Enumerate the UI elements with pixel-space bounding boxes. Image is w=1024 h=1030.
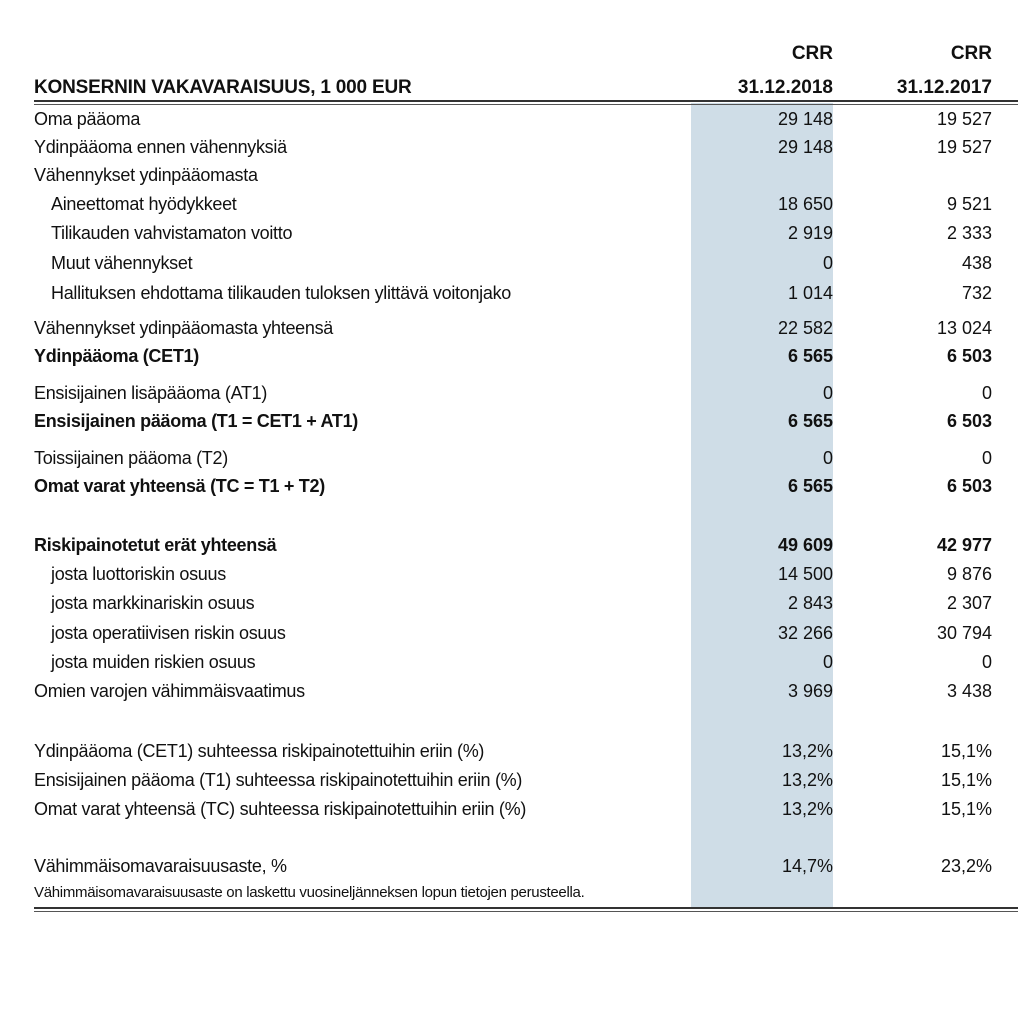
value-2017: 30 794 bbox=[936, 623, 992, 643]
value-2018: 6 565 bbox=[787, 411, 833, 431]
value-2018: 18 650 bbox=[777, 194, 833, 214]
value-2018: 32 266 bbox=[777, 623, 833, 643]
value-2017: 732 bbox=[961, 283, 992, 303]
table-row bbox=[34, 767, 994, 795]
row-label: Vähennykset ydinpääomasta bbox=[34, 165, 258, 185]
value-2018: 2 919 bbox=[787, 223, 833, 243]
value-2018: 6 565 bbox=[787, 476, 833, 496]
row-label: josta luottoriskin osuus bbox=[51, 564, 226, 584]
table-title: KONSERNIN VAKAVARAISUUS, 1 000 EUR bbox=[34, 77, 412, 98]
value-2017: 3 438 bbox=[946, 681, 992, 701]
value-2017: 9 876 bbox=[946, 564, 992, 584]
header-crr-row bbox=[34, 43, 994, 69]
col1-date: 31.12.2018 bbox=[737, 77, 833, 98]
table-row bbox=[34, 796, 994, 824]
col1-crr-label: CRR bbox=[791, 43, 833, 64]
value-2017: 2 333 bbox=[946, 223, 992, 243]
table-row bbox=[34, 738, 994, 766]
value-2017: 6 503 bbox=[946, 411, 992, 431]
value-2018: 22 582 bbox=[777, 318, 833, 338]
table-row bbox=[34, 853, 994, 881]
value-2018: 2 843 bbox=[787, 593, 833, 613]
value-2017: 0 bbox=[981, 383, 992, 403]
row-label: Muut vähennykset bbox=[51, 253, 193, 273]
table-row bbox=[34, 532, 994, 560]
table-row bbox=[34, 380, 994, 408]
table-row bbox=[34, 134, 994, 162]
table-row bbox=[34, 106, 994, 134]
row-label: Omien varojen vähimmäisvaatimus bbox=[34, 681, 305, 701]
header-rule-thin bbox=[34, 104, 1018, 105]
row-label: Vähennykset ydinpääomasta yhteensä bbox=[34, 318, 334, 338]
value-2018: 14,7% bbox=[781, 856, 833, 876]
value-2018: 1 014 bbox=[787, 283, 833, 303]
table-row bbox=[34, 620, 994, 648]
table-row bbox=[34, 590, 994, 618]
row-label: Ensisijainen pääoma (T1) suhteessa riskipainotettuihin eriin (%) bbox=[34, 770, 523, 790]
value-2018: 13,2% bbox=[781, 741, 833, 761]
footer-rule bbox=[34, 907, 1018, 909]
table-row bbox=[34, 408, 994, 436]
value-2018: 13,2% bbox=[781, 799, 833, 819]
row-label: josta markkinariskin osuus bbox=[51, 593, 255, 613]
table-row bbox=[34, 678, 994, 706]
value-2017: 6 503 bbox=[946, 476, 992, 496]
value-2017: 438 bbox=[961, 253, 992, 273]
value-2017: 9 521 bbox=[946, 194, 992, 214]
row-label: josta operatiivisen riskin osuus bbox=[51, 623, 286, 643]
value-2017: 0 bbox=[981, 652, 992, 672]
table-row bbox=[34, 445, 994, 473]
row-label: Ydinpääoma (CET1) suhteessa riskipainotettuihin eriin (%) bbox=[34, 741, 485, 761]
row-label: Hallituksen ehdottama tilikauden tuloksen ylittävä voitonjako bbox=[51, 283, 511, 303]
table-row bbox=[34, 343, 994, 371]
value-2017: 42 977 bbox=[936, 535, 992, 555]
value-2018: 0 bbox=[822, 383, 833, 403]
value-2017: 23,2% bbox=[940, 856, 992, 876]
value-2017: 2 307 bbox=[946, 593, 992, 613]
row-label: Aineettomat hyödykkeet bbox=[51, 194, 237, 214]
table-row bbox=[34, 280, 994, 308]
row-label: Riskipainotetut erät yhteensä bbox=[34, 535, 277, 555]
row-label: Omat varat yhteensä (TC) suhteessa riskipainotettuihin eriin (%) bbox=[34, 799, 527, 819]
value-2017: 15,1% bbox=[940, 770, 992, 790]
row-label: Ensisijainen lisäpääoma (AT1) bbox=[34, 383, 268, 403]
row-label: Toissijainen pääoma (T2) bbox=[34, 448, 228, 468]
col2-crr-label: CRR bbox=[950, 43, 992, 64]
row-label: Oma pääoma bbox=[34, 109, 141, 129]
table-row bbox=[34, 191, 994, 219]
value-2018: 6 565 bbox=[787, 346, 833, 366]
row-label: Ensisijainen pääoma (T1 = CET1 + AT1) bbox=[34, 411, 359, 431]
row-label: Tilikauden vahvistamaton voitto bbox=[51, 223, 293, 243]
row-label: Ydinpääoma ennen vähennyksiä bbox=[34, 137, 287, 157]
value-2018: 29 148 bbox=[777, 109, 833, 129]
value-2018: 29 148 bbox=[777, 137, 833, 157]
value-2017: 15,1% bbox=[940, 741, 992, 761]
table-row bbox=[34, 561, 994, 589]
footer-rule-thin bbox=[34, 911, 1018, 912]
table-row bbox=[34, 649, 994, 677]
value-2017: 15,1% bbox=[940, 799, 992, 819]
footnote: Vähimmäisomavaraisuusaste on laskettu vuosineljänneksen lopun tietojen perusteella. bbox=[34, 884, 585, 901]
col2-date: 31.12.2017 bbox=[896, 77, 992, 98]
value-2018: 13,2% bbox=[781, 770, 833, 790]
table-row bbox=[34, 220, 994, 248]
value-2017: 19 527 bbox=[936, 109, 992, 129]
row-label: Vähimmäisomavaraisuusaste, % bbox=[34, 856, 287, 876]
value-2018: 0 bbox=[822, 448, 833, 468]
value-2018: 3 969 bbox=[787, 681, 833, 701]
table-row bbox=[34, 315, 994, 343]
value-2018: 14 500 bbox=[777, 564, 833, 584]
value-2018: 49 609 bbox=[777, 535, 833, 555]
row-label: Omat varat yhteensä (TC = T1 + T2) bbox=[34, 476, 325, 496]
table-row bbox=[34, 473, 994, 501]
value-2018: 0 bbox=[822, 652, 833, 672]
row-label: josta muiden riskien osuus bbox=[51, 652, 256, 672]
value-2018: 0 bbox=[822, 253, 833, 273]
value-2017: 13 024 bbox=[936, 318, 992, 338]
value-2017: 6 503 bbox=[946, 346, 992, 366]
header-rule bbox=[34, 100, 1018, 102]
row-label: Ydinpääoma (CET1) bbox=[34, 346, 199, 366]
table-row bbox=[34, 250, 994, 278]
value-2017: 0 bbox=[981, 448, 992, 468]
table-row bbox=[34, 162, 994, 190]
value-2017: 19 527 bbox=[936, 137, 992, 157]
